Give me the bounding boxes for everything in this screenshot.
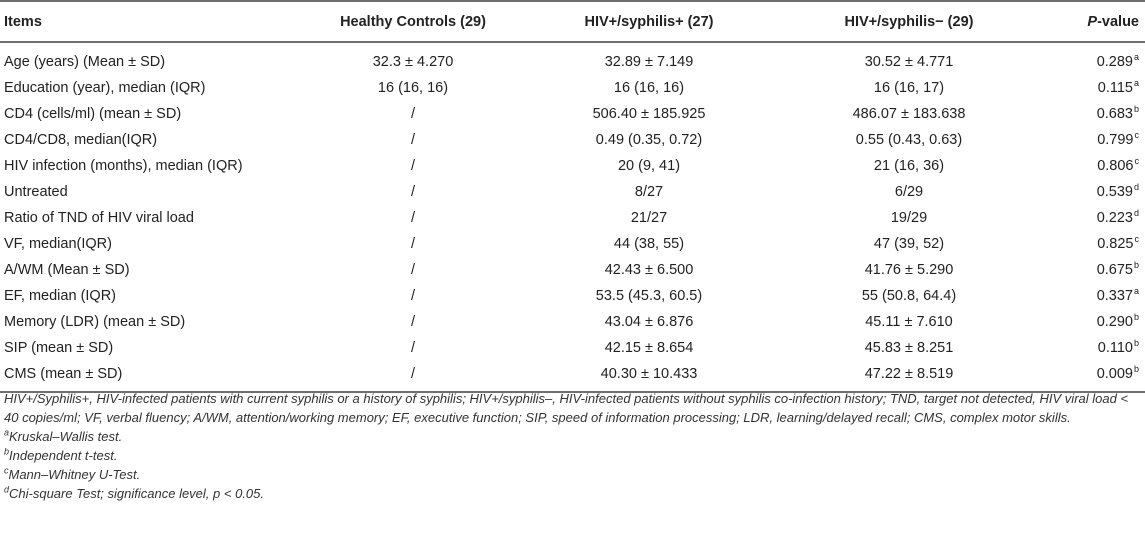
cell-healthy-controls: / [410, 210, 416, 226]
cell-item: EF, median (IQR) [4, 288, 116, 304]
cell-p-value [1039, 75, 1145, 101]
cell-hiv-syphilis-negative: 486.07 ± 183.638 [852, 106, 966, 122]
table-row [0, 101, 1145, 127]
cell-hiv-syphilis-negative: 0.55 (0.43, 0.63) [855, 132, 963, 148]
p-value-test-marker: b [1133, 260, 1139, 271]
cell-p-value [1039, 257, 1145, 283]
cell-healthy-controls: / [307, 361, 519, 392]
cell-hiv-syphilis-negative: 30.52 ± 4.771 [864, 54, 954, 70]
p-value-number: 0.110 [1097, 340, 1133, 356]
footnote-note [4, 465, 1139, 484]
cell-hiv-syphilis-positive: 43.04 ± 6.876 [604, 314, 694, 330]
cell-hiv-syphilis-negative: 16 (16, 17) [873, 80, 945, 96]
header-items: Items [0, 1, 307, 42]
cell-healthy-controls: / [410, 106, 416, 122]
cell-hiv-syphilis-negative: 6/29 [894, 184, 924, 200]
table-row [0, 309, 1145, 335]
p-value-number: 0.290 [1096, 314, 1133, 330]
cell-hiv-syphilis-positive: 42.43 ± 6.500 [604, 262, 694, 278]
cell-healthy-controls: 32.3 ± 4.270 [372, 54, 454, 70]
p-value-test-marker: a [1133, 52, 1139, 63]
cell-p-value [1039, 153, 1145, 179]
table-footnotes [4, 389, 1139, 503]
cell-healthy-controls: / [410, 340, 416, 356]
footnote-marker: d [4, 484, 10, 495]
footnote-marker: a [4, 427, 10, 438]
p-value-number: 0.009 [1096, 366, 1133, 382]
table-row [0, 179, 1145, 205]
cell-healthy-controls: / [410, 314, 416, 330]
cell-hiv-syphilis-positive: 32.89 ± 7.149 [604, 54, 694, 70]
p-value-number: 0.539 [1096, 184, 1133, 200]
table-body [0, 42, 1145, 392]
cell-item: SIP (mean ± SD) [4, 340, 114, 356]
cell-p-value [1039, 231, 1145, 257]
table-row [0, 127, 1145, 153]
table-row [0, 231, 1145, 257]
cell-p-value [1039, 361, 1145, 392]
cell-hiv-syphilis-negative: 41.76 ± 5.290 [864, 262, 954, 278]
cell-item: Age (years) (Mean ± SD) [4, 54, 166, 70]
cell-item: HIV infection (months), median (IQR) [4, 158, 243, 174]
footnote-note [4, 484, 1139, 503]
cell-hiv-syphilis-positive: 42.15 ± 8.654 [604, 340, 694, 356]
table-row [0, 257, 1145, 283]
footnote-note [4, 446, 1139, 465]
header-healthy-controls: Healthy Controls (29) [307, 1, 519, 42]
p-value-number: 0.223 [1096, 210, 1133, 226]
p-value-test-marker: b [1133, 364, 1139, 375]
table-row [0, 205, 1145, 231]
p-value-test-marker: d [1133, 208, 1139, 219]
p-value-test-marker: a [1133, 78, 1139, 89]
footnote-abbreviations: HIV+/Syphilis+, HIV-infected patients with current syphilis or a history of syphilis; HIV+/syphilis–, HIV-infected patients without syphilis co-infection history; TND, target not detected, HIV viral load < 40 copies/ml; VF, verbal fluency; A/WM, attention/working memory; EF, executive function; SIP, speed of information processing; LDR, learning/delayed recall; CMS, complex motor skills. [4, 391, 1129, 425]
p-value-test-marker: b [1133, 104, 1139, 115]
cell-item: CD4/CD8, median(IQR) [4, 132, 158, 148]
cell-p-value [1039, 309, 1145, 335]
table-row [0, 335, 1145, 361]
p-value-test-marker: d [1133, 182, 1139, 193]
cell-item: Untreated [4, 184, 68, 200]
p-value-number: 0.683 [1096, 106, 1133, 122]
cell-p-value [1039, 179, 1145, 205]
p-value-test-marker: c [1134, 156, 1139, 167]
header-hiv-syphilis-positive: HIV+/syphilis+ (27) [519, 1, 779, 42]
table-row [0, 361, 1145, 392]
table-row [0, 75, 1145, 101]
footnote-text: Chi-square Test; significance level, p < 0.05. [9, 486, 264, 501]
cell-hiv-syphilis-positive: 506.40 ± 185.925 [592, 106, 706, 122]
cell-item: CMS (mean ± SD) [0, 361, 307, 392]
cell-hiv-syphilis-negative: 21 (16, 36) [873, 158, 945, 174]
p-value-test-marker: c [1134, 130, 1139, 141]
p-value-number: 0.825 [1097, 236, 1134, 252]
footnote-text: Mann–Whitney U-Test. [8, 467, 141, 482]
cell-hiv-syphilis-positive: 40.30 ± 10.433 [519, 361, 779, 392]
cell-item: Education (year), median (IQR) [4, 80, 206, 96]
p-value-number: 0.675 [1096, 262, 1133, 278]
table-row [0, 42, 1145, 75]
cell-hiv-syphilis-negative: 47.22 ± 8.519 [779, 361, 1039, 392]
p-value-test-marker: a [1133, 286, 1139, 297]
cell-healthy-controls: 16 (16, 16) [377, 80, 449, 96]
cell-item: CD4 (cells/ml) (mean ± SD) [4, 106, 182, 122]
cell-hiv-syphilis-negative: 19/29 [890, 210, 928, 226]
cell-p-value [1039, 127, 1145, 153]
cell-healthy-controls: / [410, 236, 416, 252]
cell-item: Ratio of TND of HIV viral load [4, 210, 194, 226]
cell-healthy-controls: / [410, 184, 416, 200]
footnote-notes [4, 427, 1139, 503]
cell-hiv-syphilis-positive: 20 (9, 41) [617, 158, 681, 174]
footnote-text: Independent t-test. [9, 448, 118, 463]
cell-p-value [1039, 42, 1145, 75]
p-value-test-marker: b [1133, 338, 1139, 349]
cell-healthy-controls: / [410, 288, 416, 304]
cell-hiv-syphilis-positive: 8/27 [634, 184, 664, 200]
cell-hiv-syphilis-positive: 53.5 (45.3, 60.5) [595, 288, 703, 304]
footnote-marker: b [4, 446, 10, 457]
footnote-note [4, 427, 1139, 446]
cell-p-value [1039, 205, 1145, 231]
p-value-number: 0.289 [1096, 54, 1133, 70]
cell-p-value [1039, 283, 1145, 309]
table-header-row [0, 1, 1145, 42]
header-p-value [1039, 1, 1145, 42]
header-hiv-syphilis-negative: HIV+/syphilis− (29) [779, 1, 1039, 42]
cell-p-value [1039, 335, 1145, 361]
table-row [0, 153, 1145, 179]
footnote-text: Kruskal–Wallis test. [9, 429, 123, 444]
cell-hiv-syphilis-positive: 16 (16, 16) [613, 80, 685, 96]
cell-hiv-syphilis-negative: 45.11 ± 7.610 [865, 314, 953, 330]
header-p-value-prefix: P [1087, 13, 1098, 30]
cell-item: Memory (LDR) (mean ± SD) [4, 314, 186, 330]
p-value-test-marker: c [1134, 234, 1139, 245]
p-value-number: 0.799 [1097, 132, 1134, 148]
cell-item: VF, median(IQR) [4, 236, 112, 252]
cell-healthy-controls: / [410, 158, 416, 174]
cell-hiv-syphilis-negative: 47 (39, 52) [873, 236, 945, 252]
header-p-value-suffix: -value [1097, 13, 1139, 30]
cell-healthy-controls: / [410, 132, 416, 148]
cell-p-value [1039, 101, 1145, 127]
footnote-marker: c [4, 465, 9, 476]
cell-healthy-controls: / [410, 262, 416, 278]
p-value-number: 0.115 [1097, 80, 1133, 96]
cell-hiv-syphilis-positive: 44 (38, 55) [613, 236, 685, 252]
cell-hiv-syphilis-positive: 21/27 [630, 210, 668, 226]
cell-hiv-syphilis-negative: 55 (50.8, 64.4) [861, 288, 957, 304]
cell-hiv-syphilis-positive: 0.49 (0.35, 0.72) [595, 132, 703, 148]
p-value-number: 0.806 [1097, 158, 1134, 174]
cell-hiv-syphilis-negative: 45.83 ± 8.251 [864, 340, 954, 356]
p-value-number: 0.337 [1096, 288, 1133, 304]
table-row [0, 283, 1145, 309]
cell-item: A/WM (Mean ± SD) [4, 262, 130, 278]
p-value-test-marker: b [1133, 312, 1139, 323]
